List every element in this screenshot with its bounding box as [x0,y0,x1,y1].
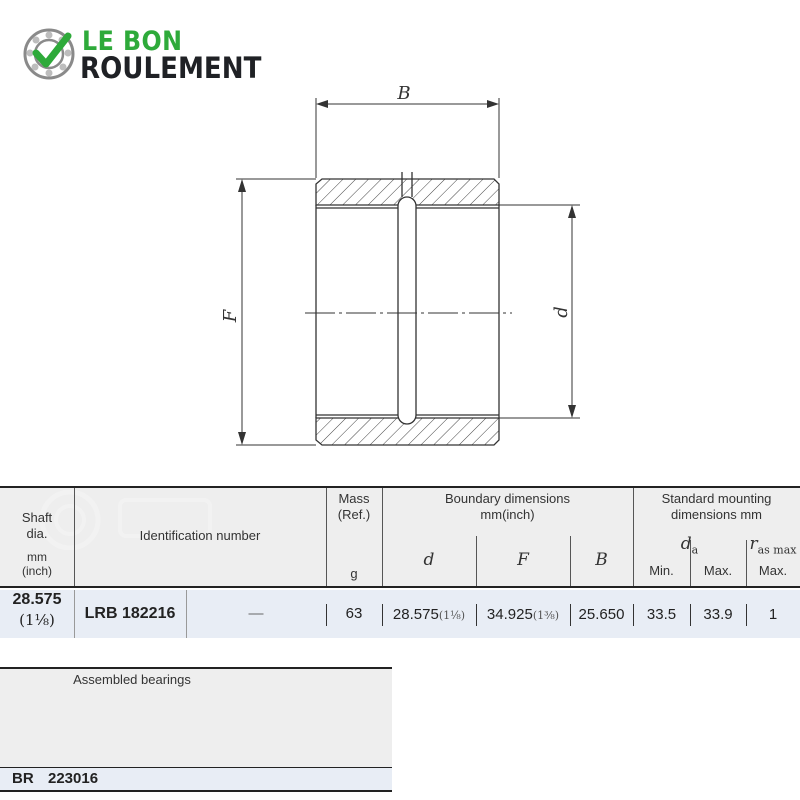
dimension-label-f: F [220,309,241,323]
assembled-title: Assembled bearings [73,672,191,687]
row-da-max: 33.9 [703,606,733,623]
header-max: Max. [703,563,733,578]
row-dim-d: 28.575(1⅛) [392,606,466,623]
row-dim-f: 34.925(1⅜) [486,606,560,623]
row-identification-alt: — [248,605,264,622]
assembled-number: 223016 [48,770,99,787]
assembled-prefix: BR [12,770,34,787]
row-dim-b: 25.650 [578,606,625,623]
header-sym-b: B [595,550,608,570]
dimension-label-b: B [397,83,411,104]
row-mass: 63 [345,605,363,622]
header-shaft-dia: Shaft dia. [21,510,53,541]
brand-line2: ROULEMENT [80,51,262,85]
header-bottom-rule [0,586,800,588]
brand-line1: LE BON [82,26,183,57]
assembled-bottom-rule [0,790,392,792]
row-r-max: 1 [768,606,778,623]
row-shaft-mm: 28.575 [12,591,62,608]
header-sym-f: F [517,550,529,570]
header-boundary: Boundary dimensions mm(inch) [444,491,571,522]
header-mounting: Standard mounting dimensions mm [661,491,772,522]
header-shaft-unit: mm (inch) [21,550,52,578]
row-shaft-inch: (1⅛) [19,611,55,629]
header-sym-r: $r_{as max}$ [749,534,797,557]
header-identification: Identification number [139,528,261,543]
assembled-top-rule [0,667,392,669]
row-da-min: 33.5 [646,606,677,623]
header-top-rule [0,486,800,488]
row-identification: LRB 182216 [84,605,176,622]
header-sym-d: d [423,550,435,570]
header-max: Max. [758,563,788,578]
dimension-label-d: d [551,306,572,318]
header-sym-da: $d_a$ [680,534,699,557]
header-min: Min. [649,563,674,578]
header-mass-unit: g [350,566,358,581]
header-mass: Mass (Ref.) [337,491,371,522]
